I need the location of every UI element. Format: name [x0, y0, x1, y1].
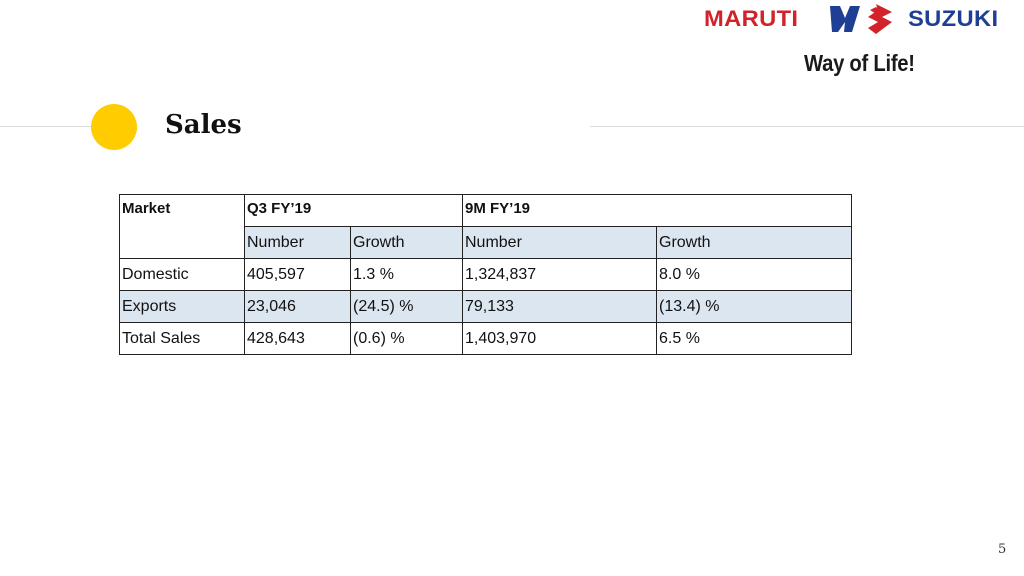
cell-value: 1,403,970 — [463, 323, 657, 355]
page-title: Sales — [165, 110, 242, 140]
brand-name-suzuki: SUZUKI — [908, 6, 999, 31]
row-market: Exports — [120, 291, 245, 323]
cell-value: 6.5 % — [657, 323, 852, 355]
cell-value: 428,643 — [245, 323, 351, 355]
title-rule-left — [0, 126, 100, 127]
row-market: Domestic — [120, 259, 245, 291]
cell-value: 23,046 — [245, 291, 351, 323]
subheader-growth: Growth — [351, 227, 463, 259]
cell-value: (13.4) % — [657, 291, 852, 323]
sales-table — [119, 194, 852, 355]
cell-value: (0.6) % — [351, 323, 463, 355]
brand-logo — [700, 2, 1015, 82]
table-header-row — [120, 195, 852, 227]
header-q3-fy19: Q3 FY’19 — [245, 195, 463, 227]
cell-value: 405,597 — [245, 259, 351, 291]
subheader-number: Number — [245, 227, 351, 259]
brand-name-maruti: MARUTI — [704, 6, 799, 31]
cell-value: 1,324,837 — [463, 259, 657, 291]
subheader-growth: Growth — [657, 227, 852, 259]
cell-value: (24.5) % — [351, 291, 463, 323]
subheader-number: Number — [463, 227, 657, 259]
row-market: Total Sales — [120, 323, 245, 355]
table-row — [120, 323, 852, 355]
cell-value: 8.0 % — [657, 259, 852, 291]
header-market: Market — [120, 195, 245, 259]
cell-value: 1.3 % — [351, 259, 463, 291]
logo-emblem-icon — [826, 2, 896, 36]
header-9m-fy19: 9M FY’19 — [463, 195, 852, 227]
cell-value: 79,133 — [463, 291, 657, 323]
brand-tagline: Way of Life! — [804, 50, 915, 76]
title-bullet-circle — [91, 104, 137, 150]
page-number: 5 — [998, 542, 1007, 557]
title-rule-right — [590, 126, 1024, 127]
table-row — [120, 259, 852, 291]
table-row — [120, 291, 852, 323]
